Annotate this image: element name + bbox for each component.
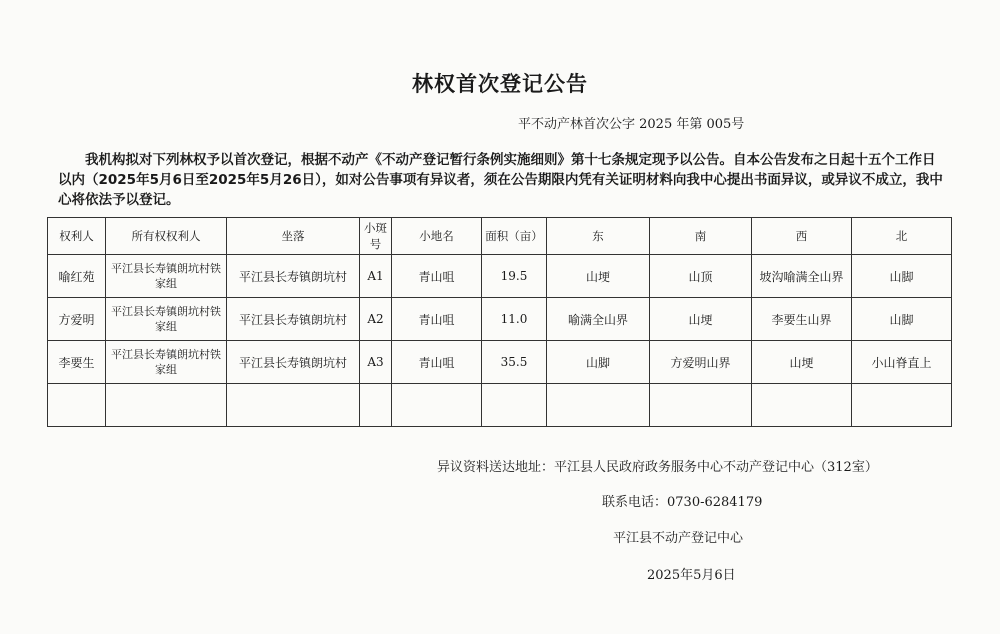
location-cell: 平江县长寿镇朗坑村 [227, 298, 360, 341]
place-name-cell: 青山咀 [392, 341, 482, 384]
owner-cell: 平江县长寿镇朗坑村铁家组 [106, 255, 227, 298]
parcel-number-cell: A2 [360, 298, 392, 341]
header-cell: 坐落 [227, 218, 360, 255]
header-cell: 东 [547, 218, 650, 255]
place-name-cell: 青山咀 [392, 298, 482, 341]
notice-title: 林权首次登记公告 [412, 72, 588, 96]
east-boundary-cell: 山脚 [547, 341, 650, 384]
location-cell: 平江县长寿镇朗坑村 [227, 255, 360, 298]
parcel-number-cell: A3 [360, 341, 392, 384]
header-cell: 西 [752, 218, 852, 255]
header-cell: 所有权权利人 [106, 218, 227, 255]
header-cell: 小地名 [392, 218, 482, 255]
south-boundary-cell: 方爱明山界 [650, 341, 752, 384]
north-boundary-cell: 山脚 [852, 298, 952, 341]
north-boundary-cell: 小山脊直上 [852, 341, 952, 384]
west-boundary-cell: 李要生山界 [752, 298, 852, 341]
empty-cell [106, 384, 227, 427]
empty-cell [392, 384, 482, 427]
intro-paragraph: 我机构拟对下列林权予以首次登记，根据不动产《不动产登记暂行条例实施细则》第十七条规定现予以公告。自本公告发布之日起十五个工作日以内（2025年5月6日至2025年5月26日），如对公告事项有异议者，须在公告期限内凭有关证明材料向我中心提出书面异议，或异议不成立，我中心将依法予以登记。 [58, 152, 943, 208]
right-holder-cell: 方爱明 [48, 298, 106, 341]
notice-intro [58, 150, 948, 210]
table-row-empty [48, 384, 952, 427]
table-row [48, 255, 952, 298]
area-cell: 19.5 [482, 255, 547, 298]
objection-address: 异议资料送达地址：平江县人民政府政务服务中心不动产登记中心（312室） [437, 460, 878, 475]
registration-table [47, 217, 952, 427]
header-cell: 权利人 [48, 218, 106, 255]
empty-cell [547, 384, 650, 427]
empty-cell [752, 384, 852, 427]
header-cell: 面积（亩） [482, 218, 547, 255]
right-holder-cell: 喻红苑 [48, 255, 106, 298]
east-boundary-cell: 山埂 [547, 255, 650, 298]
document-number: 平不动产林首次公字 2025 年第 005号 [518, 117, 745, 132]
empty-cell [852, 384, 952, 427]
header-cell: 南 [650, 218, 752, 255]
south-boundary-cell: 山埂 [650, 298, 752, 341]
empty-cell [482, 384, 547, 427]
empty-cell [227, 384, 360, 427]
east-boundary-cell: 喻满全山界 [547, 298, 650, 341]
empty-cell [650, 384, 752, 427]
west-boundary-cell: 坡沟喻满全山界 [752, 255, 852, 298]
table-header-row [48, 218, 952, 255]
contact-phone: 联系电话：0730-6284179 [602, 495, 763, 510]
area-cell: 35.5 [482, 341, 547, 384]
issuing-organization: 平江县不动产登记中心 [613, 531, 744, 546]
location-cell: 平江县长寿镇朗坑村 [227, 341, 360, 384]
parcel-number-cell: A1 [360, 255, 392, 298]
header-cell: 小斑号 [360, 218, 392, 255]
owner-cell: 平江县长寿镇朗坑村铁家组 [106, 341, 227, 384]
west-boundary-cell: 山埂 [752, 341, 852, 384]
owner-cell: 平江县长寿镇朗坑村铁家组 [106, 298, 227, 341]
empty-cell [360, 384, 392, 427]
table-row [48, 341, 952, 384]
place-name-cell: 青山咀 [392, 255, 482, 298]
header-cell: 北 [852, 218, 952, 255]
south-boundary-cell: 山顶 [650, 255, 752, 298]
issue-date: 2025年5月6日 [647, 568, 736, 583]
table-row [48, 298, 952, 341]
area-cell: 11.0 [482, 298, 547, 341]
empty-cell [48, 384, 106, 427]
right-holder-cell: 李要生 [48, 341, 106, 384]
north-boundary-cell: 山脚 [852, 255, 952, 298]
